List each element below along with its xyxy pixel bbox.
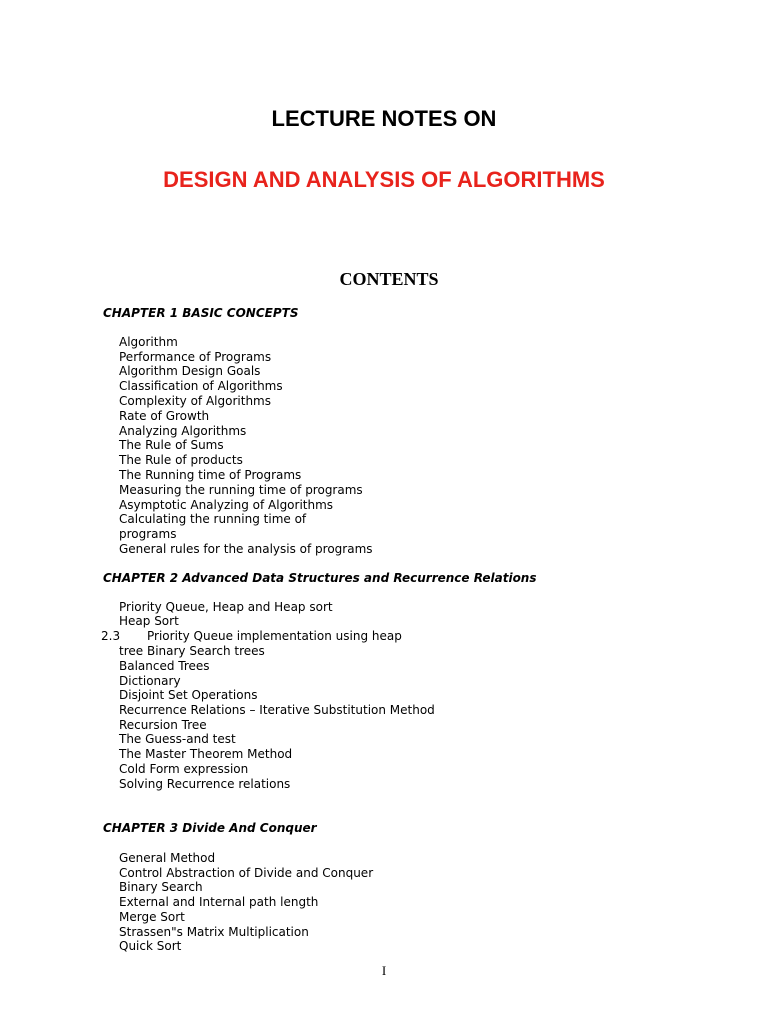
toc-item: The Rule of products: [119, 453, 243, 467]
toc-item: Strassen"s Matrix Multiplication: [119, 925, 309, 939]
toc-item: General Method: [119, 851, 216, 865]
toc-item: Quick Sort: [119, 939, 182, 953]
toc-item: Algorithm Design Goals: [119, 364, 261, 378]
toc-item: Dictionary: [119, 674, 181, 688]
toc-item: Recursion Tree: [119, 718, 207, 732]
toc-item: Calculating the running time of: [119, 512, 307, 526]
toc-item: Solving Recurrence relations: [119, 777, 291, 791]
toc-item: Algorithm: [119, 335, 178, 349]
contents-heading: CONTENTS: [339, 269, 439, 289]
toc-item: The Rule of Sums: [119, 438, 224, 452]
document-subtitle: DESIGN AND ANALYSIS OF ALGORITHMS: [163, 167, 605, 192]
toc-item: Rate of Growth: [119, 409, 210, 423]
toc-item: Classification of Algorithms: [119, 379, 283, 393]
toc-item: Performance of Programs: [119, 350, 272, 364]
chapter-1-heading: CHAPTER 1 BASIC CONCEPTS: [103, 306, 299, 320]
toc-item: External and Internal path length: [119, 895, 319, 909]
page-number: I: [381, 963, 387, 978]
toc-item: tree Binary Search trees: [119, 644, 265, 658]
toc-item: General rules for the analysis of programs: [119, 542, 373, 556]
toc-item: Priority Queue, Heap and Heap sort: [119, 600, 333, 614]
chapter-2-heading: CHAPTER 2 Advanced Data Structures and Recurrence Relations: [103, 571, 537, 585]
toc-item: programs: [119, 527, 177, 541]
toc-item: Merge Sort: [119, 910, 185, 924]
chapter-3-heading: CHAPTER 3 Divide And Conquer: [103, 821, 317, 835]
toc-item: Recurrence Relations – Iterative Substitution Method: [119, 703, 435, 717]
toc-item: Cold Form expression: [119, 762, 249, 776]
toc-item: Control Abstraction of Divide and Conquer: [119, 866, 374, 880]
toc-item: Disjoint Set Operations: [119, 688, 258, 702]
toc-item: Priority Queue implementation using heap: [147, 629, 402, 643]
toc-item: The Running time of Programs: [119, 468, 302, 482]
toc-item-number: 2.3: [101, 629, 121, 643]
toc-item: Complexity of Algorithms: [119, 394, 271, 408]
toc-item: Binary Search: [119, 880, 203, 894]
document-title: LECTURE NOTES ON: [271, 106, 497, 131]
toc-item: Balanced Trees: [119, 659, 210, 673]
toc-item: The Master Theorem Method: [119, 747, 293, 761]
toc-item: Measuring the running time of programs: [119, 483, 363, 497]
toc-item: Analyzing Algorithms: [119, 424, 247, 438]
toc-item: The Guess-and test: [119, 732, 236, 746]
toc-item: Asymptotic Analyzing of Algorithms: [119, 498, 334, 512]
toc-item: Heap Sort: [119, 614, 179, 628]
